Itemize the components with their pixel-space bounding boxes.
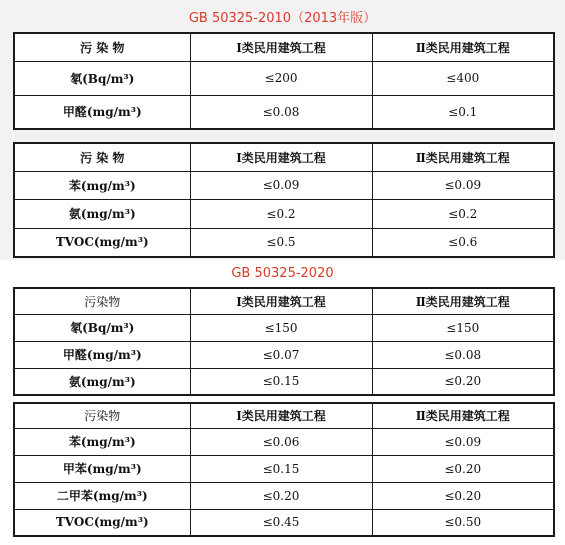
value-cell: ≤0.2: [190, 199, 372, 228]
value-cell: ≤0.6: [372, 228, 554, 257]
value-cell: ≤0.45: [190, 509, 372, 536]
table-row: [14, 95, 554, 129]
header-cell: Ⅰ类民用建筑工程: [190, 143, 372, 171]
value-cell: ≤0.1: [372, 95, 554, 129]
header-cell: Ⅱ类民用建筑工程: [372, 403, 554, 428]
header-cell: Ⅰ类民用建筑工程: [190, 288, 372, 314]
pollutant-cell: 甲苯(mg/m³): [14, 455, 190, 482]
table-header-row: [14, 288, 554, 314]
pollutant-cell: TVOC(mg/m³): [14, 509, 190, 536]
header-cell: 污 染 物: [14, 33, 190, 61]
value-cell: ≤0.09: [372, 428, 554, 455]
value-cell: ≤0.08: [372, 341, 554, 368]
table-row: [14, 482, 554, 509]
value-cell: ≤0.15: [190, 455, 372, 482]
pollutant-cell: 氡(Bq/m³): [14, 61, 190, 95]
value-cell: ≤0.07: [190, 341, 372, 368]
table-row: [14, 314, 554, 341]
header-cell: 污 染 物: [14, 143, 190, 171]
value-cell: ≤0.20: [372, 368, 554, 395]
header-cell: Ⅰ类民用建筑工程: [190, 33, 372, 61]
table-2020-a: [13, 287, 555, 396]
header-cell: Ⅱ类民用建筑工程: [372, 143, 554, 171]
value-cell: ≤150: [190, 314, 372, 341]
table-row: [14, 171, 554, 199]
value-cell: ≤0.06: [190, 428, 372, 455]
heading-2010: GB 50325-2010（2013年版）: [188, 11, 377, 26]
pollutant-cell: 苯(mg/m³): [14, 428, 190, 455]
pollutant-cell: 甲醛(mg/m³): [14, 95, 190, 129]
pollutant-cell: 苯(mg/m³): [14, 171, 190, 199]
heading-2020: GB 50325-2020: [231, 266, 334, 281]
value-cell: ≤0.08: [190, 95, 372, 129]
pollutant-cell: 氨(mg/m³): [14, 368, 190, 395]
table-2010-b: [13, 142, 555, 258]
header-cell: 污染物: [14, 288, 190, 314]
pollutant-cell: 氡(Bq/m³): [14, 314, 190, 341]
table-row: [14, 455, 554, 482]
value-cell: ≤150: [372, 314, 554, 341]
value-cell: ≤0.09: [372, 171, 554, 199]
table-row: [14, 61, 554, 95]
header-cell: Ⅰ类民用建筑工程: [190, 403, 372, 428]
table-row: [14, 428, 554, 455]
value-cell: ≤0.2: [372, 199, 554, 228]
table-header-row: [14, 143, 554, 171]
table-row: [14, 509, 554, 536]
header-cell: Ⅱ类民用建筑工程: [372, 33, 554, 61]
value-cell: ≤0.20: [190, 482, 372, 509]
header-cell: Ⅱ类民用建筑工程: [372, 288, 554, 314]
table-row: [14, 368, 554, 395]
table-header-row: [14, 403, 554, 428]
pollutant-cell: TVOC(mg/m³): [14, 228, 190, 257]
table-row: [14, 199, 554, 228]
value-cell: ≤0.20: [372, 482, 554, 509]
value-cell: ≤0.5: [190, 228, 372, 257]
pollutant-cell: 甲醛(mg/m³): [14, 341, 190, 368]
table-2020-b: [13, 402, 555, 537]
value-cell: ≤0.09: [190, 171, 372, 199]
value-cell: ≤0.50: [372, 509, 554, 536]
header-cell: 污染物: [14, 403, 190, 428]
value-cell: ≤400: [372, 61, 554, 95]
table-header-row: [14, 33, 554, 61]
pollutant-cell: 二甲苯(mg/m³): [14, 482, 190, 509]
pollutant-cell: 氨(mg/m³): [14, 199, 190, 228]
table-2010-a: [13, 32, 555, 130]
value-cell: ≤0.15: [190, 368, 372, 395]
table-row: [14, 228, 554, 257]
value-cell: ≤0.20: [372, 455, 554, 482]
table-row: [14, 341, 554, 368]
value-cell: ≤200: [190, 61, 372, 95]
